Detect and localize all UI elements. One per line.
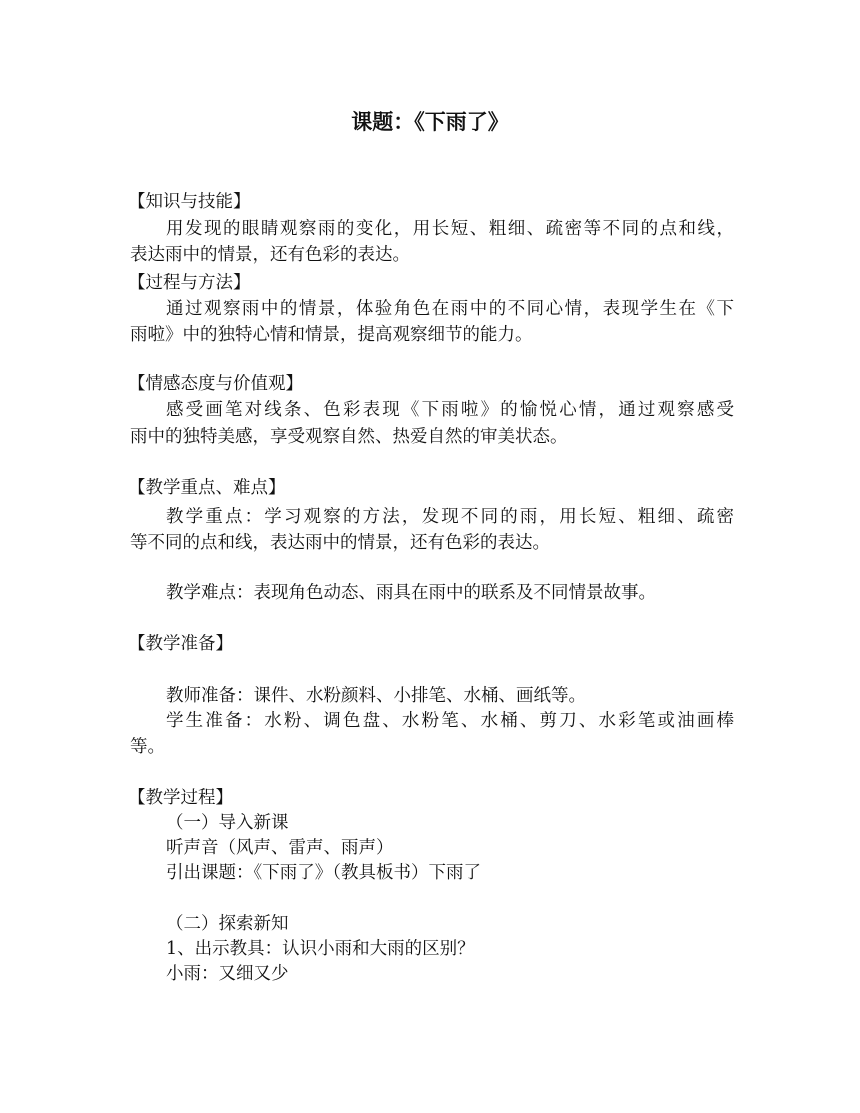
paragraph-line: 引出课题：《下雨了》（教具板书）下雨了 [166, 863, 481, 883]
paragraph-line: 小雨：又细又少 [166, 964, 289, 984]
paragraph-line: 雨中的独特美感，享受观察自然、热爱自然的审美状态。 [130, 427, 568, 447]
heading-teaching-process: 【教学过程】 [128, 788, 233, 808]
paragraph-line: 教学难点：表现角色动态、雨具在雨中的联系及不同情景故事。 [166, 583, 656, 603]
paragraph-line: 通过观察雨中的情景，体验角色在雨中的不同心情，表现学生在《下 [166, 299, 734, 319]
heading-key-difficult-points: 【教学重点、难点】 [128, 478, 286, 498]
paragraph-line: 等不同的点和线，表达雨中的情景，还有色彩的表达。 [130, 533, 550, 553]
heading-teaching-preparation: 【教学准备】 [128, 634, 233, 654]
heading-emotion-values: 【情感态度与价值观】 [128, 374, 303, 394]
paragraph-line: 表达雨中的情景，还有色彩的表达。 [130, 245, 410, 265]
paragraph-line: （二）探索新知 [166, 914, 289, 934]
page-title: 课题：《下雨了》 [351, 110, 509, 134]
paragraph-line: （一）导入新课 [166, 813, 289, 833]
paragraph-line: 感受画笔对线条、色彩表现《下雨啦》的愉悦心情，通过观察感受 [166, 400, 734, 420]
paragraph-line: 学生准备：水粉、调色盘、水粉笔、水桶、剪刀、水彩笔或油画棒 [166, 711, 734, 731]
paragraph-line: 1、出示教具：认识小雨和大雨的区别？ [166, 939, 475, 959]
heading-knowledge-skills: 【知识与技能】 [128, 192, 251, 212]
paragraph-line: 等。 [130, 737, 165, 757]
paragraph-line: 教师准备：课件、水粉颜料、小排笔、水桶、画纸等。 [166, 686, 586, 706]
heading-process-methods: 【过程与方法】 [128, 273, 251, 293]
paragraph-line: 用发现的眼睛观察雨的变化，用长短、粗细、疏密等不同的点和线， [166, 219, 734, 239]
paragraph-line: 听声音（风声、雷声、雨声） [166, 838, 394, 858]
paragraph-line: 雨啦》中的独特心情和情景，提高观察细节的能力。 [130, 325, 533, 345]
paragraph-line: 教学重点：学习观察的方法，发现不同的雨，用长短、粗细、疏密 [166, 507, 734, 527]
